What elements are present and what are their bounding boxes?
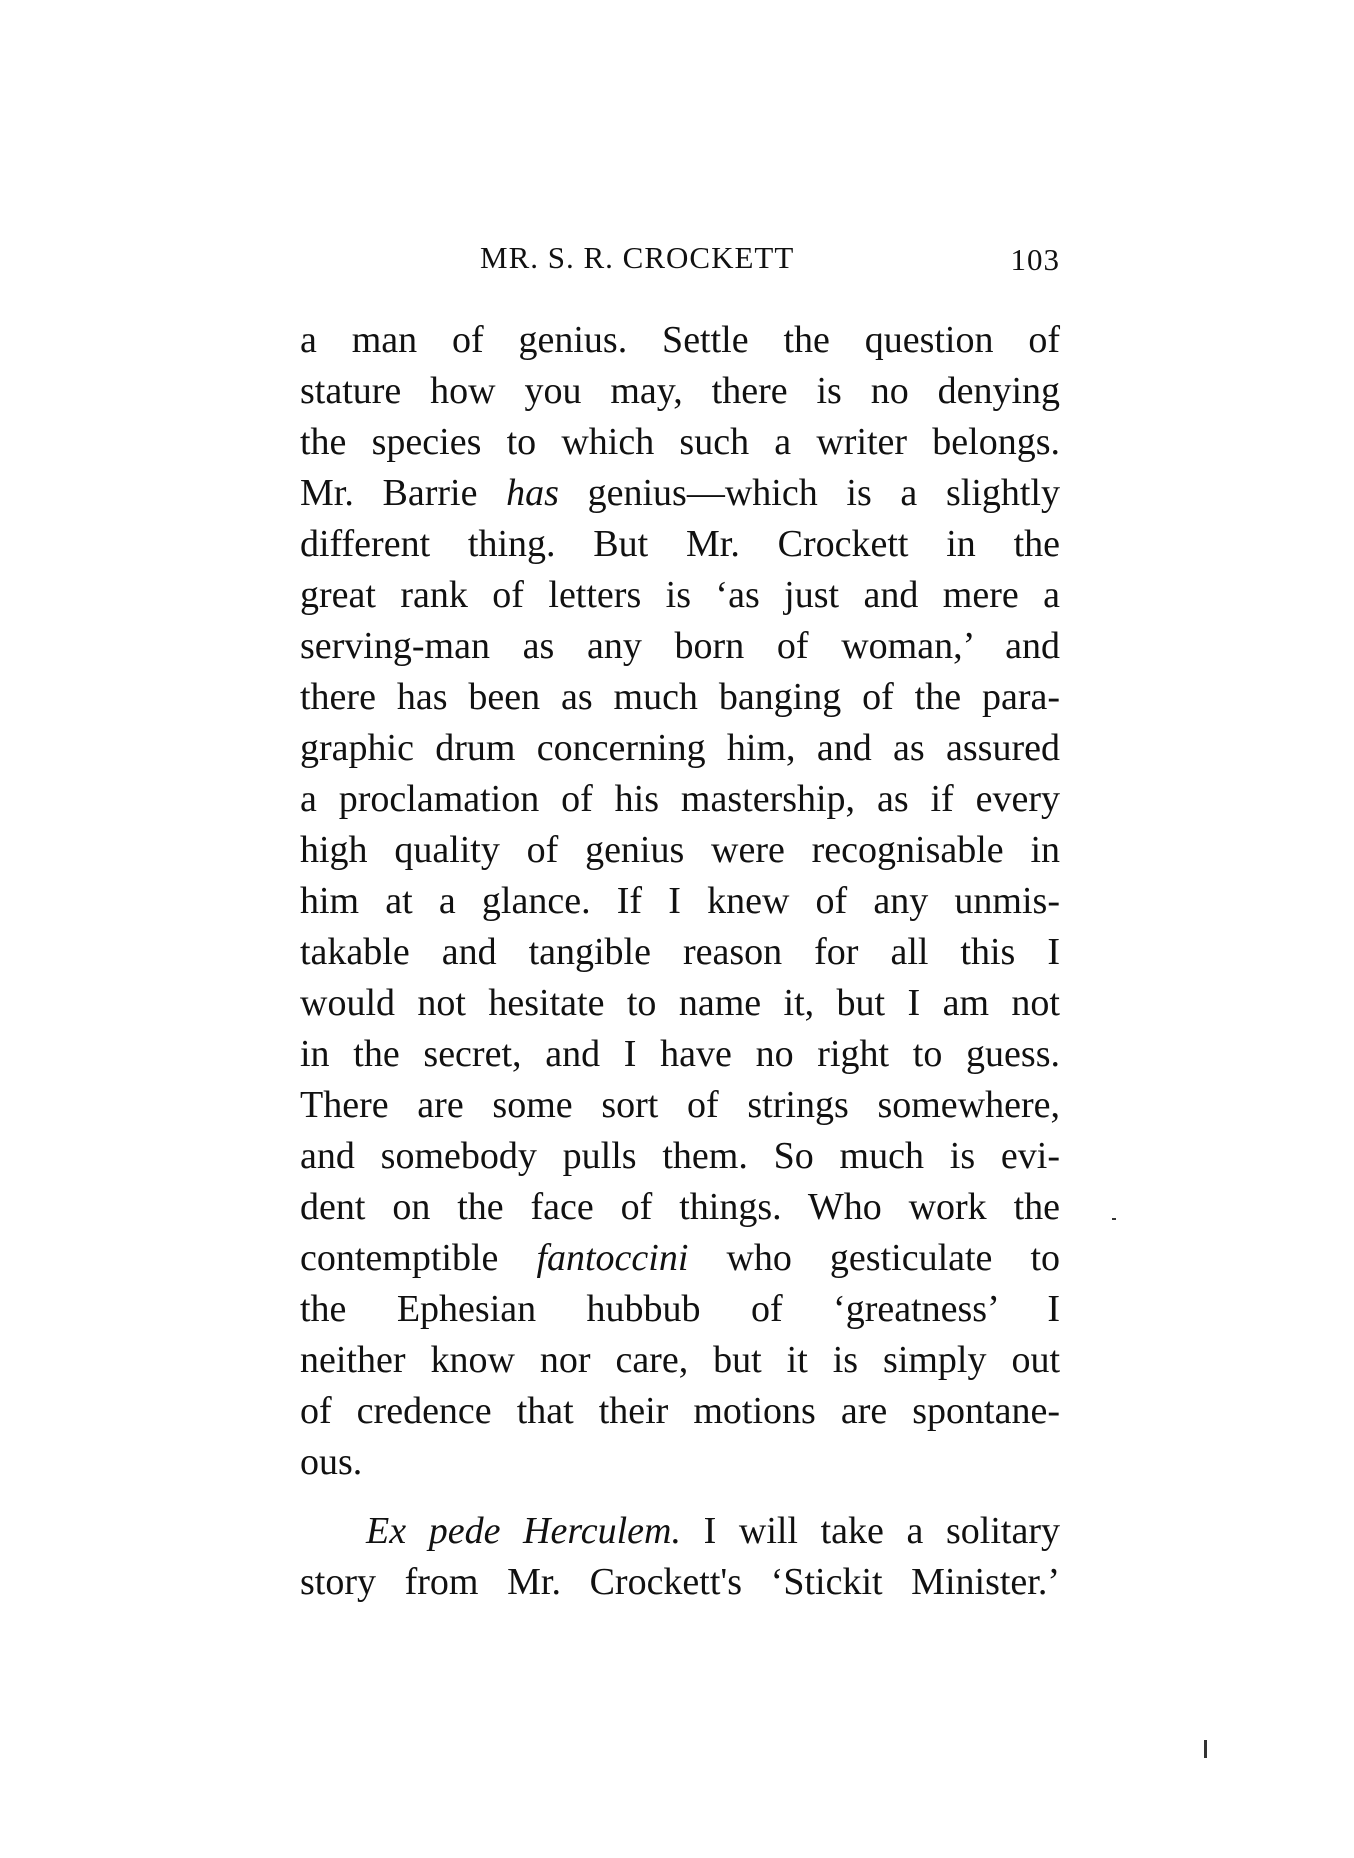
running-head xyxy=(300,240,1060,290)
text-line: a proclamation of his mastership, as if every xyxy=(300,778,1060,820)
text-line: neither know nor care, but it is simply out xyxy=(300,1339,1060,1381)
text-line: would not hesitate to name it, but I am not xyxy=(300,982,1060,1024)
text-line: story from Mr. Crockett's ‘Stickit Minister.’ xyxy=(300,1561,1060,1603)
italic-phrase: Ex pede Herculem. xyxy=(366,1510,681,1552)
text-line: There are some sort of strings somewhere, xyxy=(300,1084,1060,1126)
text-line: of credence that their motions are spontane- xyxy=(300,1390,1060,1432)
text-line: high quality of genius were recognisable in xyxy=(300,829,1060,871)
text-run: contemptible xyxy=(300,1237,537,1279)
text-line xyxy=(300,1233,1060,1284)
italic-word: fantoccini xyxy=(536,1237,689,1279)
text-run: I will take a solitary xyxy=(680,1510,1060,1552)
text-line: the species to which such a writer belongs. xyxy=(300,421,1060,463)
text-run: Mr. Barrie xyxy=(300,472,507,514)
text-line: dent on the face of things. Who work the xyxy=(300,1186,1060,1228)
text-line: in the secret, and I have no right to guess. xyxy=(300,1033,1060,1075)
paragraph-gap xyxy=(300,1488,1060,1506)
text-line: graphic drum concerning him, and as assured xyxy=(300,727,1060,769)
paragraph-2 xyxy=(300,1506,1060,1608)
text-line: and somebody pulls them. So much is evi- xyxy=(300,1135,1060,1177)
text-line: different thing. But Mr. Crockett in the xyxy=(300,523,1060,565)
text-line xyxy=(300,468,1060,519)
text-run: genius—which is a slightly xyxy=(558,472,1060,514)
text-line: ous. xyxy=(300,1441,363,1483)
text-line: great rank of letters is ‘as just and mere a xyxy=(300,574,1060,616)
scan-speck xyxy=(1204,1740,1207,1758)
body-text xyxy=(300,315,1060,1608)
text-line: there has been as much banging of the para- xyxy=(300,676,1060,718)
paragraph-1 xyxy=(300,315,1060,1488)
text-line: him at a glance. If I knew of any unmis- xyxy=(300,880,1060,922)
page-number: 103 xyxy=(1010,242,1060,277)
italic-word: has xyxy=(506,472,559,514)
text-line: serving-man as any born of woman,’ and xyxy=(300,625,1060,667)
text-line: stature how you may, there is no denying xyxy=(300,370,1060,412)
scan-speck xyxy=(1112,1218,1116,1220)
text-line: takable and tangible reason for all this I xyxy=(300,931,1060,973)
text-line: a man of genius. Settle the question of xyxy=(300,319,1060,361)
text-line xyxy=(300,1506,1060,1557)
text-run: who gesticulate to xyxy=(688,1237,1061,1279)
text-line: the Ephesian hubbub of ‘greatness’ I xyxy=(300,1288,1060,1330)
running-title: MR. S. R. CROCKETT xyxy=(480,240,795,275)
